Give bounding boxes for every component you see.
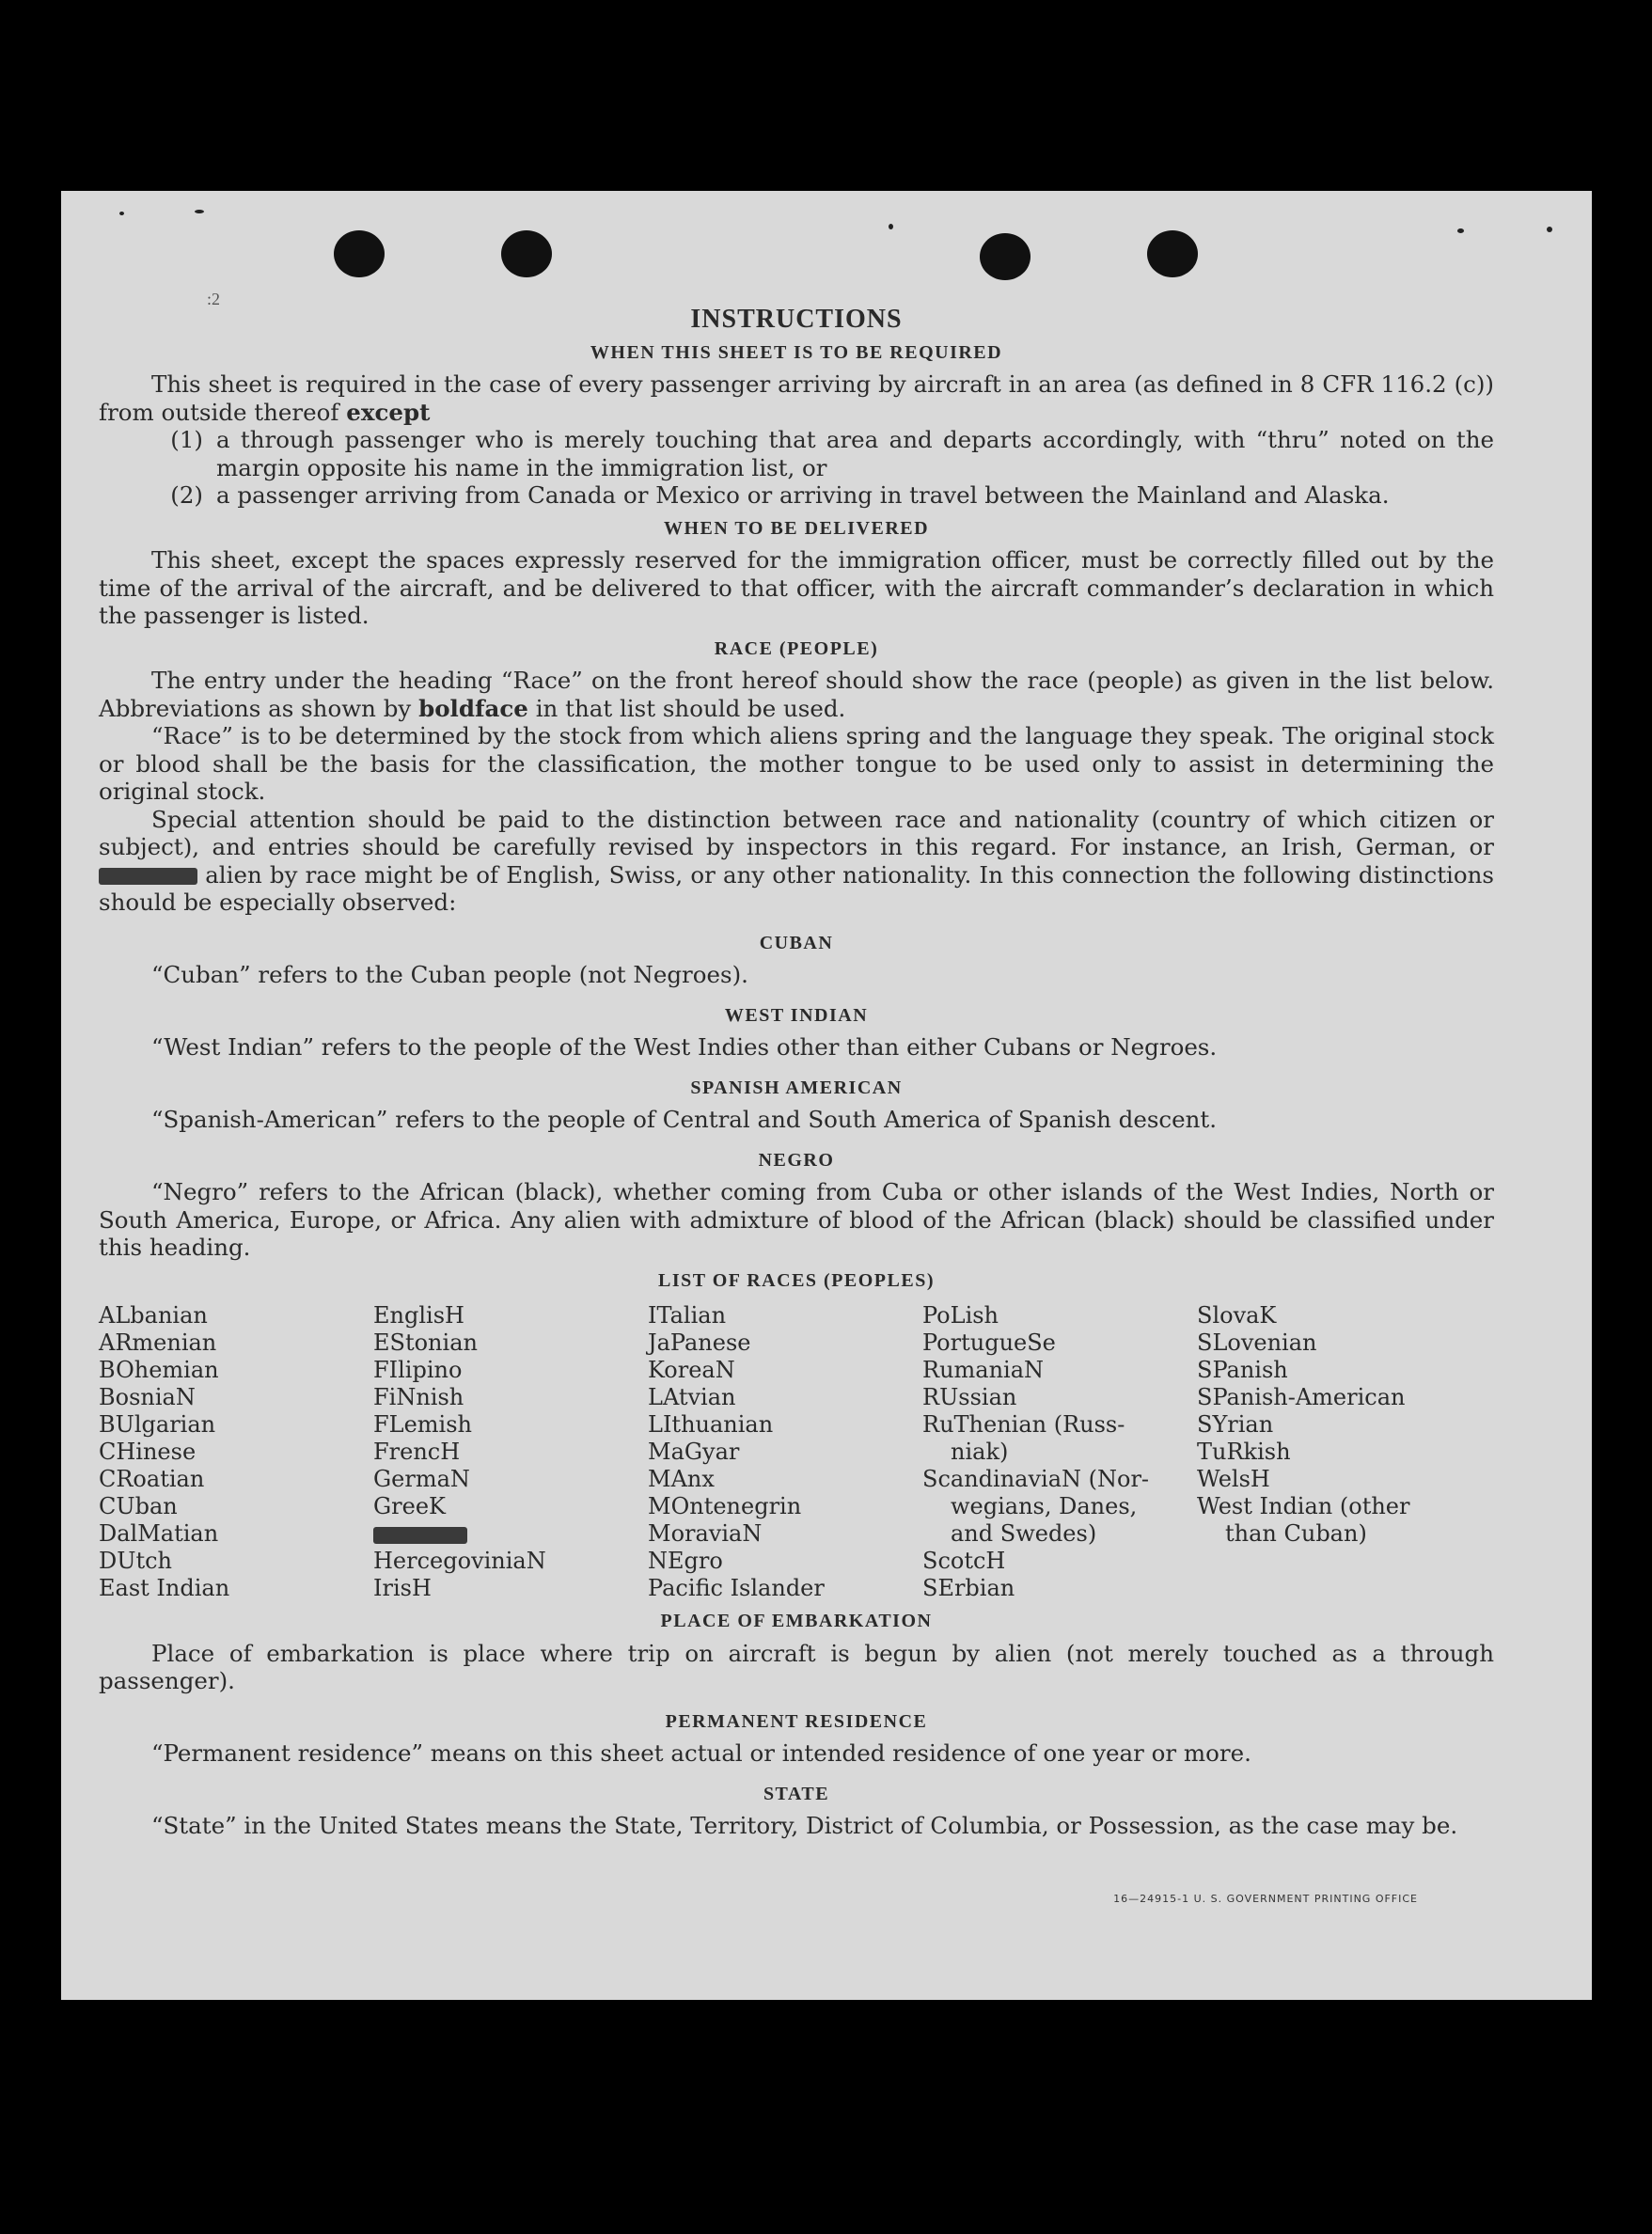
race-item: CHinese [99, 1439, 197, 1465]
race-item: LIthuanian [648, 1411, 774, 1438]
race-item: RUssian [922, 1384, 1017, 1410]
paragraph-race-2: “Race” is to be determined by the stock from which aliens spring and the language they speak. The original stock or blood shall be the basis for the classification, the mother tongue to be used only to assist in determining the original stock. [99, 722, 1494, 805]
race-item: CUban [99, 1493, 178, 1519]
race-item: than Cuban) [1225, 1520, 1367, 1547]
paragraph-text: Special attention should be paid to the distinction between race and nationality (country of which citizen or subject), and entries should be carefully revised by inspectors in this regard. For instance, an Irish, German, or [99, 805, 1494, 860]
race-item: ScandinaviaN (Nor- [922, 1466, 1150, 1492]
paragraph-embarkation: Place of embarkation is place where trip on aircraft is begun by alien (not merely touched as a through passenger). [99, 1639, 1494, 1694]
paragraph-negro: “Negro” refers to the African (black), whether coming from Cuba or other islands of the West Indies, North or South America, Europe, or Africa. Any alien with admixture of blood of the African (black) should be classified under this heading. [99, 1178, 1494, 1261]
instructions-content [99, 304, 1494, 1840]
race-item: SErbian [922, 1575, 1015, 1601]
redaction-mark [99, 868, 197, 885]
race-item: SlovaK [1197, 1302, 1277, 1329]
race-item: West Indian (other [1197, 1493, 1410, 1519]
race-item: BOhemian [99, 1357, 219, 1383]
page-title: INSTRUCTIONS [690, 305, 903, 334]
item-text: a passenger arriving from Canada or Mexico or arriving in travel between the Mainland and Alaska. [216, 481, 1390, 509]
races-column-4 [922, 1302, 1197, 1602]
paragraph-spanish-american: “Spanish-American” refers to the people of Central and South America of Spanish descent. [151, 1106, 1218, 1133]
punch-hole [1147, 230, 1198, 277]
race-item: FiNnish [373, 1384, 464, 1410]
list-item [99, 426, 1494, 481]
race-item-redacted [373, 1520, 648, 1548]
race-item: MoraviaN [648, 1520, 763, 1547]
race-item: ITalian [648, 1302, 727, 1329]
speck [119, 212, 124, 215]
paragraph-cuban: “Cuban” refers to the Cuban people (not Negroes). [151, 961, 748, 988]
paragraph-race-1 [99, 667, 1494, 722]
race-item: KoreaN [648, 1357, 735, 1383]
race-item: SYrian [1197, 1411, 1274, 1438]
section-heading-west-indian: WEST INDIAN [724, 1004, 869, 1026]
emphasis-boldface: boldface [418, 694, 528, 722]
race-item: EnglisH [373, 1302, 464, 1329]
section-heading-cuban: CUBAN [759, 932, 834, 953]
paragraph-text: alien by race might be of English, Swiss, or any other nationality. In this connection the following distinctions should be especially observed: [99, 860, 1494, 916]
section-heading-state: STATE [763, 1783, 830, 1804]
race-item: PortugueSe [922, 1329, 1056, 1356]
race-item: SPanish [1197, 1357, 1288, 1383]
race-item: LAtvian [648, 1384, 736, 1410]
race-item: TuRkish [1197, 1439, 1291, 1465]
printer-imprint: 16—24915-1 U. S. GOVERNMENT PRINTING OFFICE [1113, 1893, 1418, 1905]
paragraph-residence: “Permanent residence” means on this sheet actual or intended residence of one year or more. [151, 1739, 1251, 1767]
race-item: ARmenian [99, 1329, 217, 1356]
paragraph-west-indian: “West Indian” refers to the people of the West Indies other than either Cubans or Negroes. [151, 1033, 1218, 1061]
race-item: FIlipino [373, 1357, 463, 1383]
races-column-3 [648, 1302, 922, 1602]
race-item: East Indian [99, 1575, 230, 1601]
race-item: GreeK [373, 1493, 446, 1519]
section-heading-spanish-american: SPANISH AMERICAN [690, 1077, 903, 1098]
paragraph-delivered: This sheet, except the spaces expressly reserved for the immigration officer, must be correctly filled out by the time of the arrival of the aircraft, and be delivered to that officer, with the aircraft commander’s declaration in which the passenger is listed. [99, 546, 1494, 629]
speck [1547, 227, 1552, 232]
race-item: IrisH [373, 1575, 432, 1601]
race-item: and Swedes) [951, 1520, 1097, 1547]
race-item: SLovenian [1197, 1329, 1317, 1356]
race-item: CRoatian [99, 1466, 205, 1492]
section-heading-race: RACE (PEOPLE) [714, 637, 879, 659]
list-item [99, 481, 1494, 510]
paragraph-race-3 [99, 806, 1494, 917]
race-item: niak) [951, 1439, 1009, 1465]
race-item: BosniaN [99, 1384, 196, 1410]
race-item: HercegoviniaN [373, 1548, 546, 1574]
race-item: Pacific Islander [648, 1575, 825, 1601]
race-item: JaPanese [648, 1329, 751, 1356]
section-heading-delivered: WHEN TO BE DELIVERED [663, 517, 930, 539]
section-heading-embarkation: PLACE OF EMBARKATION [660, 1611, 933, 1631]
race-item: BUlgarian [99, 1411, 216, 1438]
race-item: MaGyar [648, 1439, 740, 1465]
race-item: DalMatian [99, 1520, 219, 1547]
speck [1457, 228, 1464, 233]
race-item: DUtch [99, 1548, 173, 1574]
speck [889, 224, 893, 229]
paragraph-text: This sheet is required in the case of every passenger arriving by aircraft in an area (as defined in 8 CFR 116.2 (c)) from outside thereof [99, 370, 1494, 426]
item-number: (2) [170, 481, 203, 509]
margin-mark: :2 [207, 290, 221, 308]
punch-hole [501, 230, 552, 277]
section-heading-residence: PERMANENT RESIDENCE [665, 1710, 928, 1732]
race-item: FrencH [373, 1439, 461, 1465]
races-list [99, 1302, 1494, 1602]
item-text: a through passenger who is merely touching that area and departs accordingly, with “thru” noted on the margin opposite his name in the immigration list, or [216, 426, 1494, 481]
race-item: GermaN [373, 1466, 470, 1492]
punch-hole [334, 230, 385, 277]
race-item: ScotcH [922, 1548, 1006, 1574]
race-item: PoLish [922, 1302, 999, 1329]
paragraph-text: The entry under the heading “Race” on the front hereof should show the race (people) as given in the list below. Abbreviations as shown by [99, 667, 1494, 722]
section-heading-negro: NEGRO [758, 1149, 835, 1171]
races-column-1 [99, 1302, 373, 1602]
punch-hole [980, 233, 1031, 280]
redaction-mark [373, 1527, 467, 1544]
race-item: EStonian [373, 1329, 478, 1356]
race-item: wegians, Danes, [951, 1493, 1138, 1519]
race-item: RumaniaN [922, 1357, 1045, 1383]
section-heading-required: WHEN THIS SHEET IS TO BE REQUIRED [590, 341, 1003, 363]
emphasis-except: except [346, 398, 431, 426]
races-column-2 [373, 1302, 648, 1602]
race-item: SPanish-American [1197, 1384, 1406, 1410]
paragraph-state: “State” in the United States means the State, Territory, District of Columbia, or Possession, as the case may be. [151, 1812, 1458, 1839]
item-number: (1) [170, 426, 203, 453]
paragraph-text: in that list should be used. [535, 694, 846, 722]
race-item: MOntenegrin [648, 1493, 802, 1519]
race-item: ALbanian [99, 1302, 208, 1329]
document-sheet [61, 191, 1592, 2000]
section-heading-races: LIST OF RACES (PEOPLES) [657, 1269, 935, 1291]
paragraph-required [99, 370, 1494, 426]
race-item: RuThenian (Russ- [922, 1411, 1125, 1438]
speck [195, 210, 204, 213]
race-item: NEgro [648, 1548, 723, 1574]
race-item: FLemish [373, 1411, 472, 1438]
race-item: MAnx [648, 1466, 715, 1492]
races-column-5 [1197, 1302, 1471, 1602]
race-item: WelsH [1197, 1466, 1270, 1492]
